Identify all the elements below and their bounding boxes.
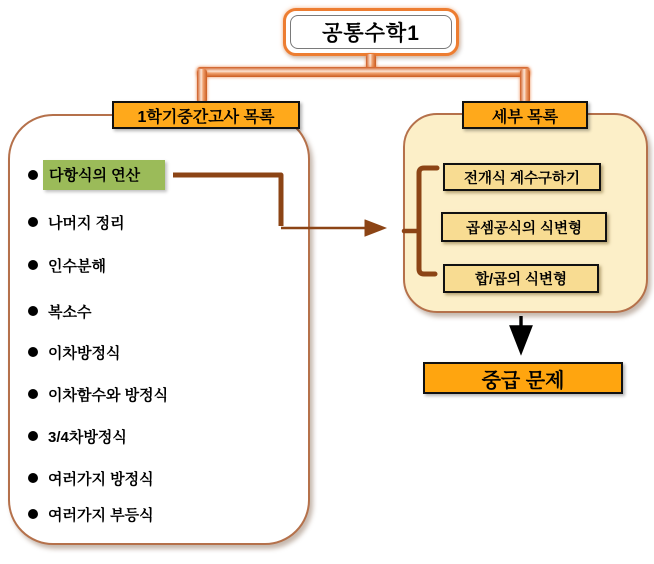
left-branch-badge: 1학기중간고사 목록 (112, 101, 300, 129)
topic-item (28, 499, 154, 529)
topic-item (28, 160, 165, 190)
result-box: 중급 문제 (423, 362, 623, 394)
title-box (283, 8, 459, 56)
detail-box: 합/곱의 식변형 (443, 264, 599, 293)
topic-item (28, 463, 154, 493)
topic-label: 이차함수와 방정식 (48, 386, 169, 404)
detail-box: 전개식 계수구하기 (443, 163, 601, 191)
topic-item (28, 379, 168, 409)
topic-item (28, 207, 125, 237)
topic-label: 인수분해 (48, 257, 106, 275)
right-branch-badge: 세부 목록 (462, 101, 588, 129)
topic-label: 여러가지 부등식 (48, 506, 154, 524)
detail-box: 곱셈공식의 식변형 (441, 212, 607, 242)
bullet-icon (28, 170, 38, 180)
bullet-icon (28, 347, 38, 357)
bullet-icon (28, 389, 38, 399)
topic-item (28, 421, 127, 451)
topic-label: 여러가지 방정식 (48, 470, 154, 488)
bullet-icon (28, 431, 38, 441)
topic-label: 복소수 (48, 303, 92, 321)
bullet-icon (28, 306, 38, 316)
bullet-icon (28, 217, 38, 227)
tree-connector-left-drop (197, 69, 207, 103)
tree-connector-right-drop (520, 69, 530, 103)
topic-item (28, 250, 106, 280)
bullet-icon (28, 509, 38, 519)
topic-item (28, 337, 120, 367)
topic-label: 나머지 정리 (48, 214, 125, 232)
topic-label: 3/4차방정식 (48, 428, 127, 446)
diagram-title: 공통수학1 (290, 15, 452, 49)
topic-label: 이차방정식 (48, 344, 121, 362)
bullet-icon (28, 260, 38, 270)
topic-label-highlighted: 다항식의 연산 (43, 160, 165, 190)
tree-connector-crossbar (197, 67, 530, 77)
bullet-icon (28, 473, 38, 483)
topic-item (28, 296, 91, 326)
